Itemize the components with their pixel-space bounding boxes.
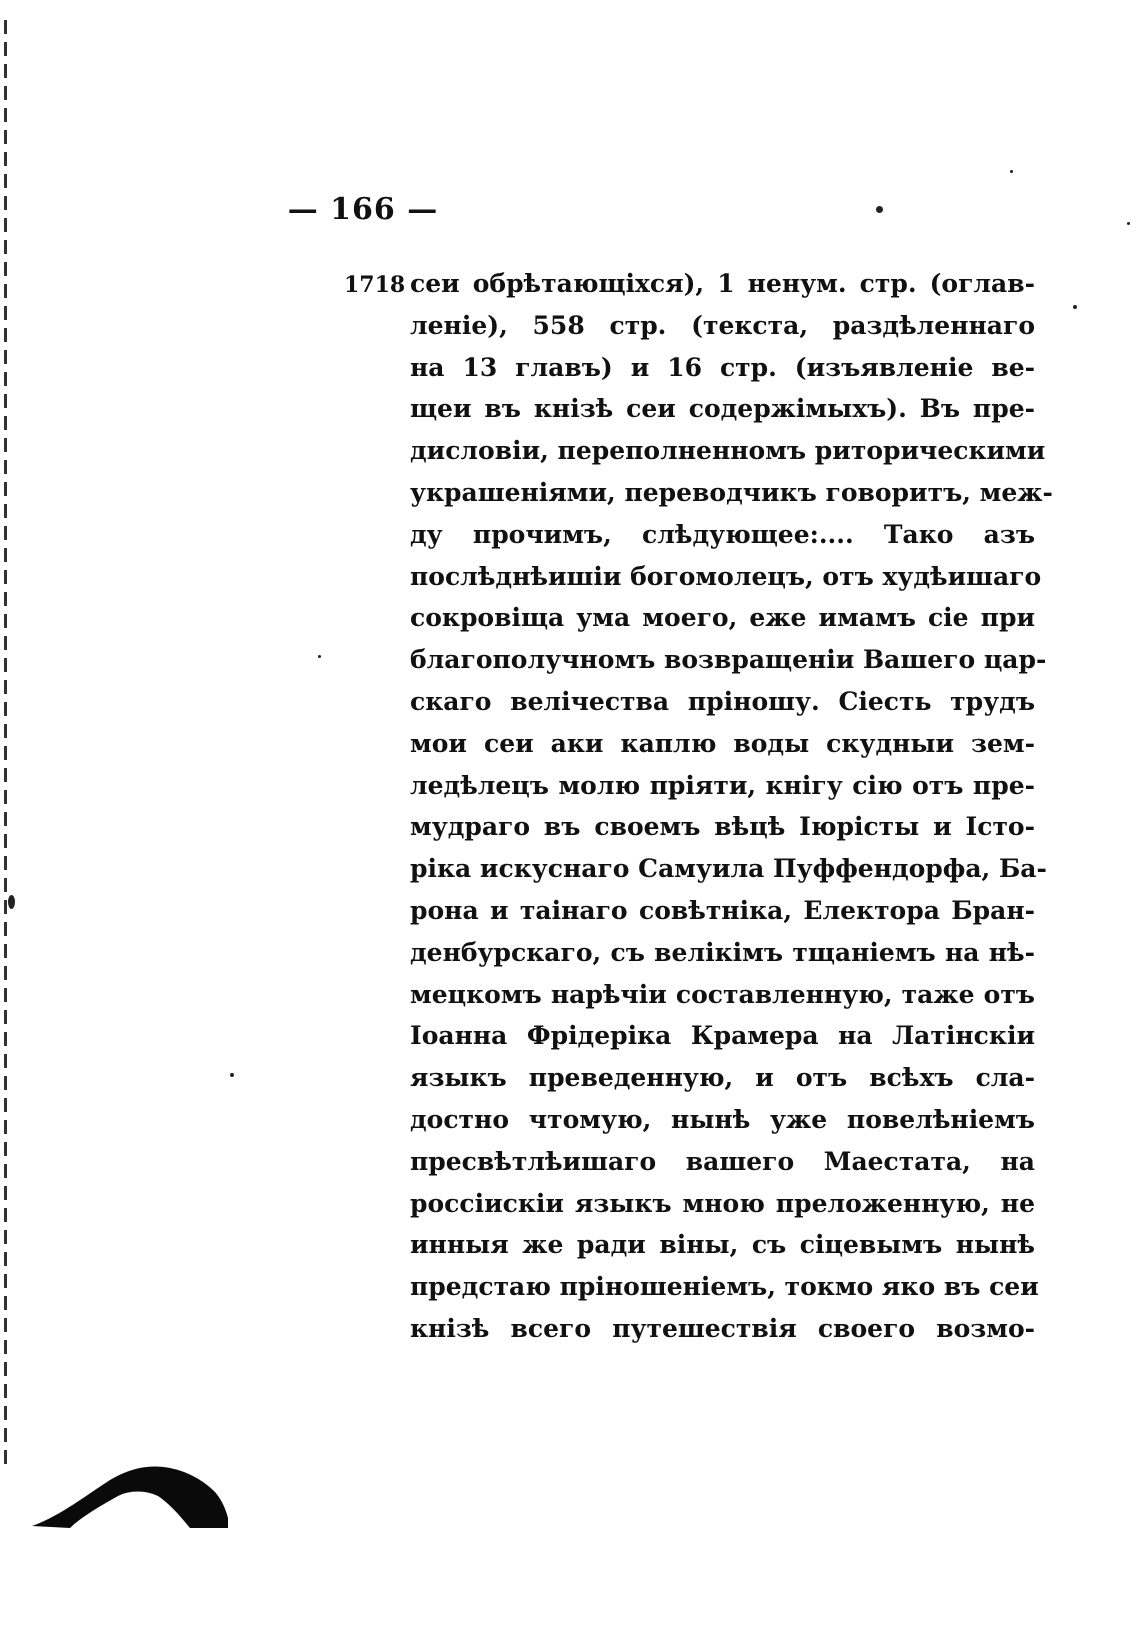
text-line: ледѣлецъ молю пріяти, кнігу сію отъ пре-	[410, 770, 1035, 800]
page-number: — 166 —	[287, 192, 439, 227]
text-line: достно чтомую, нынѣ уже повелѣніемъ	[410, 1104, 1035, 1134]
text-line: благополучномъ возвращеніи Вашего цар-	[410, 645, 1047, 675]
text-line: скаго велічества пріношу. Сіесть трудъ	[410, 686, 1035, 716]
text-line: сокровіща ума моего, еже имамъ сіе при	[410, 603, 1035, 633]
text-line: мои сеи аки каплю воды скудныи зем-	[410, 728, 1035, 758]
text-line: Іоанна Фрідеріка Крамера на Латінскіи	[410, 1021, 1035, 1051]
ink-speck	[876, 206, 883, 213]
ink-speck	[1127, 222, 1130, 225]
page-edge-shadow	[4, 20, 7, 1470]
text-line: предстаю пріношеніемъ, токмо яко въ сеи	[410, 1272, 1039, 1302]
text-line: сеи обрѣтающіхся), 1 ненум. стр. (оглав-	[410, 269, 1035, 298]
ink-speck	[318, 655, 321, 658]
text-line: рона и таінаго совѣтніка, Електора Бран-	[410, 895, 1035, 925]
text-line: языкъ преведенную, и отъ всѣхъ сла-	[410, 1063, 1035, 1093]
text-line: ду прочимъ, слѣдующее:.... Тако азъ	[410, 519, 1035, 549]
text-line: ріка искуснаго Самуила Пуффендорфа, Ба-	[410, 854, 1047, 884]
text-line: денбурскаго, съ велікімъ тщаніемъ на нѣ-	[410, 937, 1035, 967]
ink-speck	[1073, 305, 1077, 309]
text-line: пресвѣтлѣишаго вашего Маестата, на	[410, 1146, 1035, 1176]
ink-speck	[1010, 170, 1013, 173]
text-line: россіискіи языкъ мною преложенную, не	[410, 1188, 1035, 1218]
text-line: леніе), 558 стр. (текста, раздѣленнаго	[410, 310, 1035, 340]
margin-year: 1718	[344, 272, 406, 298]
ink-speck	[8, 895, 15, 909]
text-line: инныя же ради віны, съ сіцевымъ нынѣ	[410, 1230, 1035, 1260]
text-line: мудраго въ своемъ вѣцѣ Іюрісты и Істо-	[410, 812, 1035, 842]
text-line: украшеніями, переводчикъ говоритъ, меж-	[410, 477, 1053, 507]
ink-blot	[30, 1460, 230, 1530]
text-line: мецкомъ нарѣчіи составленную, таже отъ	[410, 979, 1035, 1009]
text-line: щеи въ кнізѣ сеи содержімыхъ). Въ пре-	[410, 394, 1035, 424]
ink-blot-shape	[30, 1460, 230, 1530]
ink-speck	[230, 1073, 234, 1077]
text-line: кнізѣ всего путешествія своего возмо-	[410, 1313, 1035, 1343]
body-text	[410, 263, 1053, 1350]
text-line: послѣднѣишіи богомолецъ, отъ худѣишаго	[410, 561, 1042, 591]
text-line: дисловіи, переполненномъ риторическими	[410, 436, 1046, 466]
text-line: на 13 главъ) и 16 стр. (изъявленіе ве-	[410, 352, 1035, 382]
